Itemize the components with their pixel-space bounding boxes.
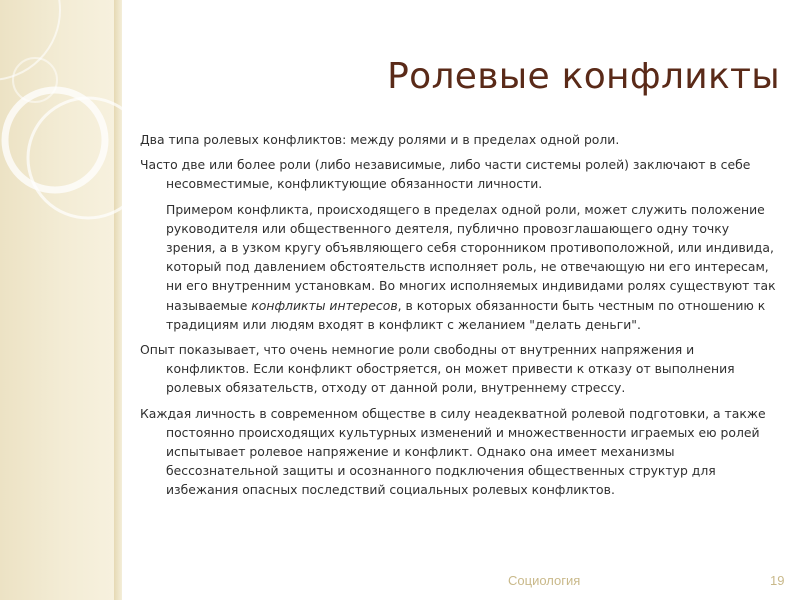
paragraph-example-text-end: , в которых обязанности быть честным по отношению к традициям или людям входят в конфликт с желанием "делать деньги".: [166, 297, 766, 332]
slide-body: [140, 130, 780, 506]
paragraph-role-strain: Каждая личность в современном обществе в силу неадекватной ролевой подготовки, а также постоянно происходящих культурных изменений и множественности играемых ею ролей испытывает ролевое напряжение и конфликт. Однако она имеет механизмы бессознательной защиты и осознанного подключения общественных структур для избежания опасных последствий социальных ролевых конфликтов.: [140, 405, 766, 498]
conflict-of-interest-term: конфликты интересов: [251, 297, 398, 313]
paragraph-incompatible-roles: Часто две или более роли (либо независимые, либо части системы ролей) заключают в себе несовместимые, конфликтующие обязанности личности.: [140, 157, 751, 192]
paragraph-intra-role-example: [140, 200, 780, 334]
paragraph-internal-tension: Опыт показывает, что очень немногие роли свободны от внутренних напряжения и конфликтов. Если конфликт обостряется, он может привести к отказу от выполнения ролевых обязательств, отходу от данной роли, внутреннему стрессу.: [140, 342, 735, 396]
paragraph-example-text-start: Примером конфликта, происходящего в пределах одной роли, может служить положение руководителя или общественного деятеля, публично провозглашающего одну точку зрения, а в узком кругу объявляющего себя сторонником противоположной, или индивида, который под давлением обстоятельств исполняет роль, не отвечающую ни его интересам, ни его внутренним установкам. Во многих исполняемых индивидами ролях существуют так называемые: [166, 201, 776, 313]
footer-subject: Социология: [508, 573, 581, 588]
slide-title: Ролевые конфликты: [387, 56, 780, 97]
paragraph-role-conflict-types: Два типа ролевых конфликтов: между ролями и в пределах одной роли.: [140, 132, 620, 147]
slide-number: 19: [770, 573, 785, 588]
